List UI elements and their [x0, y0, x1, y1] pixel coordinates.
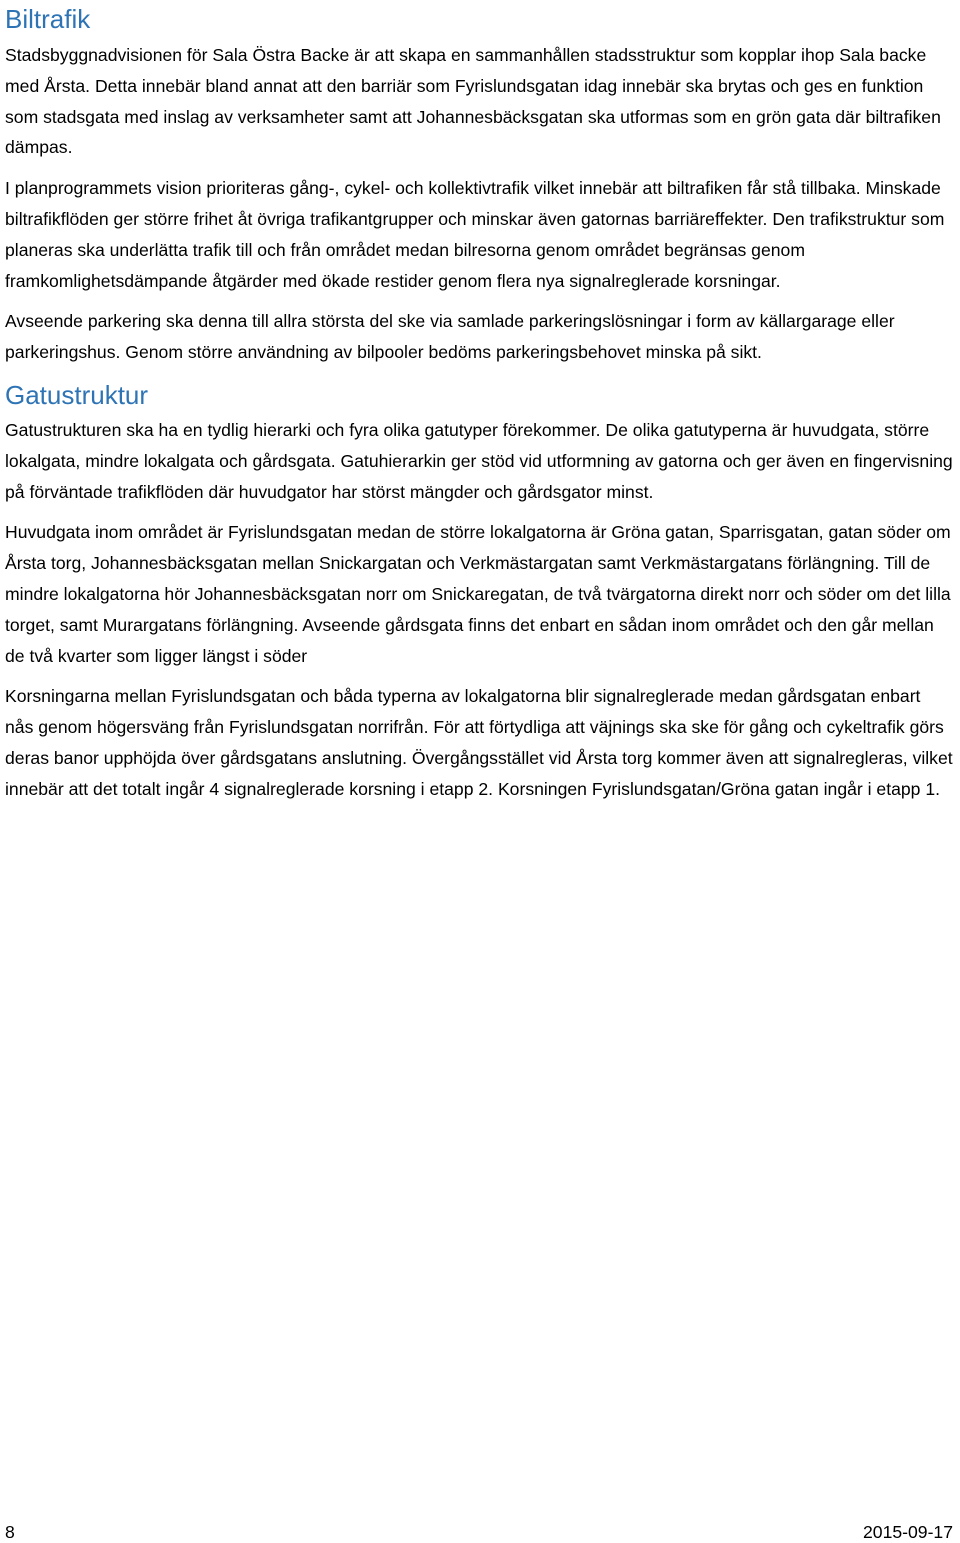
footer-date: 2015-09-17	[863, 1522, 953, 1542]
page-number: 8	[5, 1522, 15, 1542]
page-footer	[5, 1522, 953, 1542]
paragraph: Gatustrukturen ska ha en tydlig hierarki och fyra olika gatutyper förekommer. De olika gatutyperna är huvudgata, större lokalgata, mindre lokalgata och gårdsgata. Gatuhierarkin ger stöd vid utformning av gatorna och ger även en fingervisning på förväntade trafikflöden där huvudgator har störst mängder och gårdsgator minst.	[5, 419, 953, 502]
paragraph: Huvudgata inom området är Fyrislundsgatan medan de större lokalgatorna är Gröna gatan, Sparrisgatan, gatan söder om Årsta torg, Johannesbäcksgatan mellan Snickargatan och Verkmästargatan samt Verkmästargatans förlängning. Till de mindre lokalgatorna hör Johannesbäcksgatan norr om Snickaregatan, de två tvärgatorna direkt norr och söder om det lilla torget, samt Murargatans förlängning. Avseende gårdsgata finns det enbart en sådan inom området och den går mellan de två kvarter som ligger längst i söder	[5, 522, 951, 666]
section-heading-biltrafik: Biltrafik	[5, 4, 91, 34]
paragraph: Stadsbyggnadvisionen för Sala Östra Backe är att skapa en sammanhållen stadsstruktur som kopplar ihop Sala backe med Årsta. Detta innebär bland annat att den barriär som Fyrislundsgatan idag innebär ska brytas och ges en funktion som stadsgata med inslag av verksamheter samt att Johannesbäcksgatan ska utformas som en grön gata där biltrafiken dämpas.	[5, 45, 941, 158]
paragraph: I planprogrammets vision prioriteras gång-, cykel- och kollektivtrafik vilket innebär att biltrafiken får stå tillbaka. Minskade biltrafikflöden ger större frihet åt övriga trafikantgrupper och minskar även gatornas barriäreffekter. Den trafikstruktur som planeras ska underlätta trafik till och från området medan bilresorna genom området begränsas genom framkomlighetsdämpande åtgärder med ökade restider genom flera nya signalreglerade korsningar.	[5, 178, 945, 291]
paragraph: Korsningarna mellan Fyrislundsgatan och båda typerna av lokalgatorna blir signalreglerade medan gårdsgatan enbart nås genom högersväng från Fyrislundsgatan norrifrån. För att förtydliga att väjnings ska ske för gång och cykeltrafik görs deras banor upphöjda över gårdsgatans anslutning. Övergångsstället vid Årsta torg kommer även att signalregleras, vilket innebär att det totalt ingår 4 signalreglerade korsning i etapp 2. Korsningen Fyrislundsgatan/Gröna gatan ingår i etapp 1.	[5, 686, 953, 799]
section-heading-gatustruktur: Gatustruktur	[5, 379, 149, 410]
document-page	[5, 0, 953, 815]
paragraph: Avseende parkering ska denna till allra största del ske via samlade parkeringslösningar i form av källargarage eller parkeringshus. Genom större användning av bilpooler bedöms parkeringsbehovet minska på sikt.	[5, 311, 895, 363]
